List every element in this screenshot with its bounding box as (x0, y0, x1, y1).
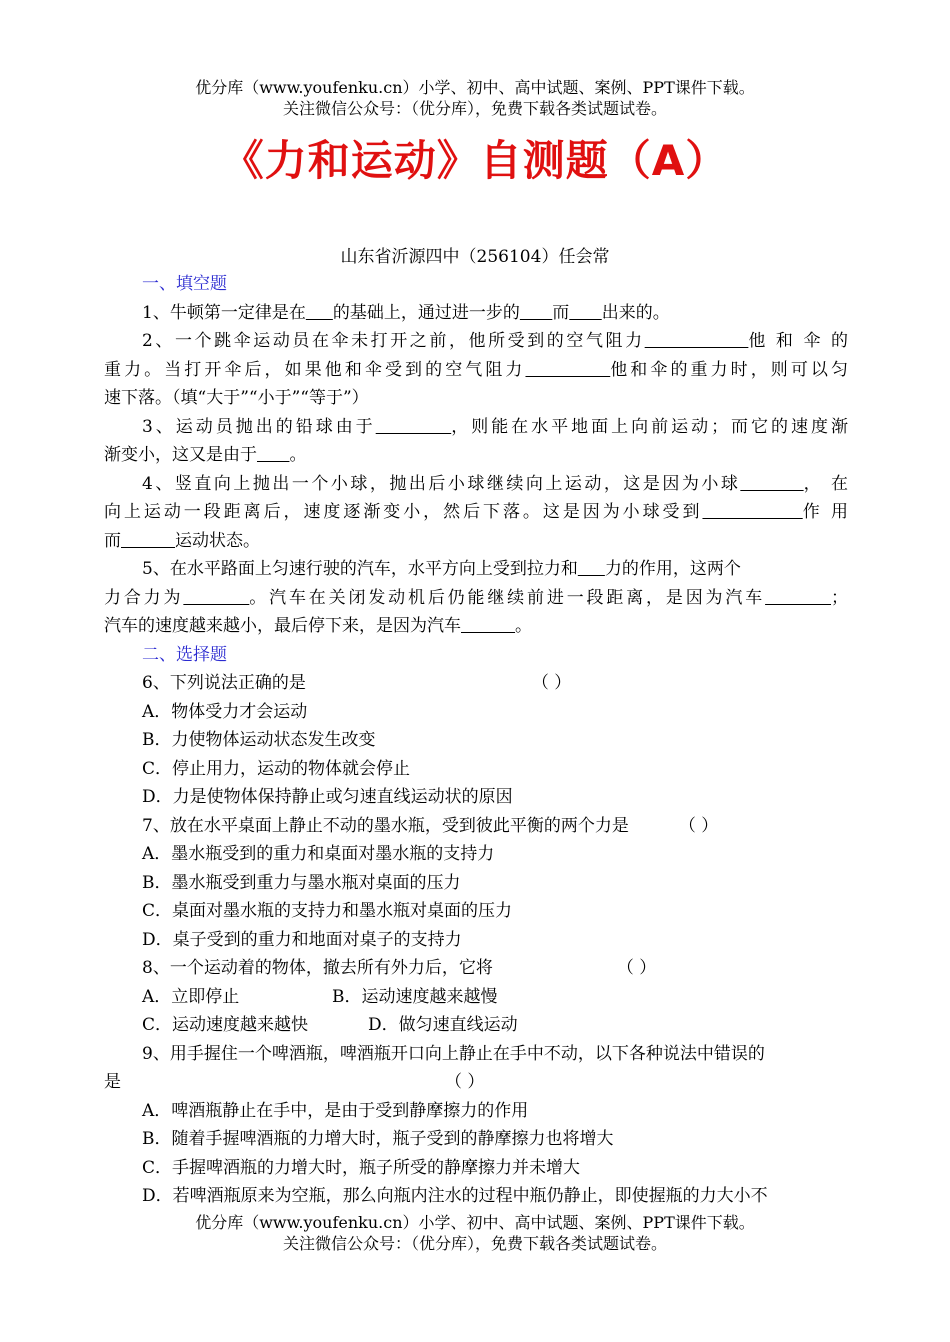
page-title: 《力和运动》自测题（A） (221, 136, 729, 185)
q5-blank-3 (765, 588, 831, 608)
q5-blank-1 (578, 559, 605, 579)
section-heading-choice: 二、选择题 (142, 644, 227, 665)
q3-blank-1 (376, 417, 452, 437)
q6-answer-paren: （ ） (531, 673, 572, 693)
q4-blank-3 (121, 531, 175, 551)
header-line-2: 关注微信公众号：（优分库），免费下载各类试题试卷。 (282, 99, 667, 118)
q2-text: 重力。当打开伞后，如果他和伞受到的空气阻力 (104, 359, 526, 380)
q1-text: 的基础上，通过进一步的 (332, 302, 520, 323)
q5-text: 5、在水平路面上匀速行驶的汽车，水平方向上受到拉力和 (142, 559, 578, 579)
question-3-line-1 (104, 413, 848, 442)
header-line-1: 优分库（www.youfenku.cn）小学、初中、高中试题、案例、PPT课件下载。 (195, 78, 755, 97)
q2-text: 2、一个跳伞运动员在伞未打开之前，他所受到的空气阻力 (142, 331, 645, 351)
section-heading-fill: 一、填空题 (142, 274, 227, 294)
q8-answer-paren: （ ） (616, 958, 657, 978)
q3-text: 。 (289, 445, 307, 465)
q8-option-c: C．运动速度越来越快 (142, 1015, 309, 1035)
q7-option-a: A．墨水瓶受到的重力和桌面对墨水瓶的支持力 (142, 844, 495, 864)
q4-text: ， 在 (803, 473, 848, 494)
question-3-line-2 (104, 441, 848, 470)
q3-blank-2 (257, 445, 289, 465)
q9-option-c: C．手握啤酒瓶的力增大时，瓶子所受的静摩擦力并未增大 (142, 1157, 581, 1178)
question-7-stem (104, 812, 848, 841)
q9-option-d: D．若啤酒瓶原来为空瓶，那么向瓶内注水的过程中瓶仍静止，即使握瓶的力大小不 (142, 1186, 768, 1206)
question-2-line-1 (104, 327, 848, 356)
q2-blank-1 (645, 331, 749, 351)
question-4-line-2 (104, 498, 848, 527)
q4-blank-1 (740, 474, 803, 494)
question-5-line-3 (104, 612, 848, 641)
q4-text: 4、竖直向上抛出一个小球，抛出后小球继续向上运动，这是因为小球 (142, 473, 741, 494)
q3-text: ，则能在水平地面上向前运动；而它的速度渐 (451, 416, 848, 437)
q8-option-a: A．立即停止 (142, 986, 240, 1007)
q8-option-b: B．运动速度越来越慢 (332, 986, 498, 1007)
q6-option-a: A．物体受力才会运动 (142, 701, 308, 722)
question-5-line-1 (104, 555, 848, 584)
q4-text: 向上运动一段距离后，速度逐渐变小，然后下落。这是因为小球受到 (104, 502, 703, 522)
question-6-stem (104, 669, 848, 698)
q9-answer-paren: （ ） (445, 1072, 485, 1092)
question-9-stem-line-1: 9、用手握住一个啤酒瓶，啤酒瓶开口向上静止在手中不动，以下各种说法中错误的 (142, 1043, 765, 1064)
question-5-line-2 (104, 584, 848, 613)
q5-text: 力合力为 (104, 587, 184, 608)
q7-option-c: C．桌面对墨水瓶的支持力和墨水瓶对桌面的压力 (142, 901, 513, 921)
q9-option-b: B．随着手握啤酒瓶的力增大时，瓶子受到的静摩擦力也将增大 (142, 1129, 614, 1149)
q6-option-b: B．力使物体运动状态发生改变 (142, 730, 376, 750)
q5-text: 。 (515, 616, 533, 636)
q4-text: 运动状态。 (175, 530, 261, 551)
q2-text: 他和伞的重力时，则可以匀 (610, 359, 849, 380)
q7-option-b: B．墨水瓶受到重力与墨水瓶对桌面的压力 (142, 872, 461, 893)
question-1 (104, 299, 848, 328)
q6-stem-text: 6、下列说法正确的是 (142, 673, 306, 693)
q2-blank-2 (525, 360, 610, 380)
q1-blank-3 (569, 303, 601, 323)
q4-text: 作 用 (802, 502, 849, 522)
q5-blank-4 (461, 616, 515, 636)
q8-options-ab (104, 983, 848, 1012)
q8-option-d: D．做匀速直线运动 (368, 1015, 518, 1035)
q7-option-d: D．桌子受到的重力和地面对桌子的支持力 (142, 929, 462, 950)
q8-options-cd (104, 1011, 848, 1040)
q4-text: 而 (104, 530, 121, 551)
q7-stem-text: 7、放在水平桌面上静止不动的墨水瓶，受到彼此平衡的两个力是 (142, 815, 629, 836)
q6-option-c: C．停止用力，运动的物体就会停止 (142, 758, 411, 779)
q3-text: 渐变小，这又是由于 (104, 445, 257, 465)
q1-blank-1 (306, 303, 333, 323)
q2-text: 他 和 伞 的 (748, 331, 848, 351)
q9-stem-text: 是 (104, 1072, 121, 1092)
question-2-line-2 (104, 356, 848, 385)
q5-text: 。汽车在关闭发动机后仍能继续前进一段距离，是因为汽车 (249, 587, 766, 608)
q9-option-a: A．啤酒瓶静止在手中，是由于受到静摩擦力的作用 (142, 1100, 529, 1121)
author-line: 山东省沂源四中（256104）任会常 (340, 247, 610, 267)
q1-text: 出来的。 (601, 302, 670, 323)
exam-body (104, 270, 848, 1211)
q6-option-d: D．力是使物体保持静止或匀速直线运动状的原因 (142, 787, 513, 807)
q8-stem-text: 8、一个运动着的物体，撤去所有外力后，它将 (142, 958, 493, 978)
q5-text: 汽车的速度越来越小，最后停下来，是因为汽车 (104, 616, 461, 636)
question-8-stem (104, 954, 848, 983)
q1-text: 1、牛顿第一定律是在 (142, 302, 306, 323)
q3-text: 3、运动员抛出的铅球由于 (142, 416, 376, 437)
q7-answer-paren: （ ） (678, 815, 719, 836)
q1-blank-2 (520, 303, 552, 323)
q5-blank-2 (183, 588, 249, 608)
footer-line-2: 关注微信公众号：（优分库），免费下载各类试题试卷。 (282, 1234, 667, 1253)
footer-line-1: 优分库（www.youfenku.cn）小学、初中、高中试题、案例、PPT课件下载。 (195, 1213, 755, 1232)
question-4-line-3 (104, 527, 848, 556)
question-4-line-1 (104, 470, 848, 499)
q5-text: 力的作用，这两个 (604, 559, 741, 579)
q4-blank-2 (702, 502, 802, 522)
q5-text: ； (831, 587, 849, 608)
q1-text: 而 (552, 302, 570, 323)
question-2-line-3: 速下落。（填“大于”“小于”“等于”） (104, 388, 369, 408)
question-9-stem-line-2 (104, 1068, 848, 1097)
